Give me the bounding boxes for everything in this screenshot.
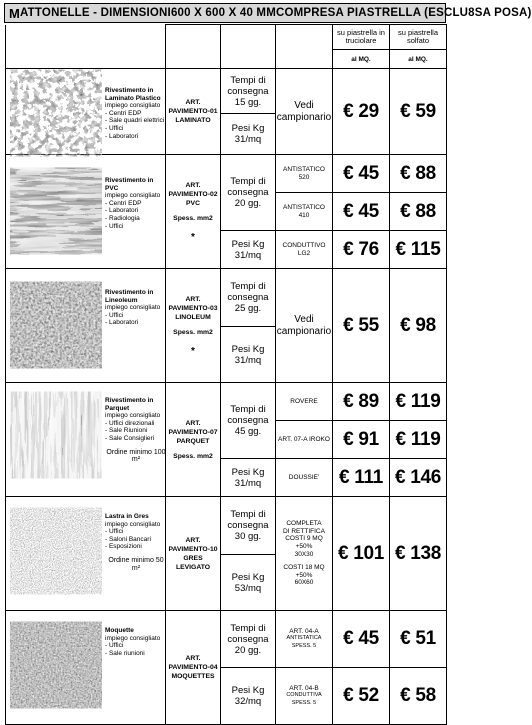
price-truciolare: € 101 — [333, 497, 390, 611]
product-cell-moquette — [6, 611, 166, 725]
article-code: ART. PAVIMENTO-03 LINOLEUM Spess. mm2 * — [166, 269, 221, 383]
product-description: Rivestimento in Lineoleum impiego consigliato - Uffici - Laboratori — [105, 289, 161, 327]
weight: Pesi Kg 31/mq — [221, 459, 276, 497]
price-truciolare: € 111 — [333, 459, 390, 497]
price-solfato: € 138 — [390, 497, 447, 611]
variant-label: ART. 07-A IROKO — [276, 421, 333, 459]
page-title: M ATTONELLE - DIMENSIONI 600 X 600 X 40 MM COMPRESA PIASTRELLA (ESCLU8SA POSA) — [4, 3, 446, 23]
laminate-swatch-image — [18, 77, 94, 149]
price-solfato: € 98 — [390, 269, 447, 383]
header-blank — [6, 25, 166, 69]
product-cell-linoleum — [6, 269, 166, 383]
product-description: Moquette impiego consigliato - Uffici - Sale riunioni — [105, 627, 161, 657]
delivery-time: Tempi di consegna 30 gg. — [221, 497, 276, 555]
header-blank — [166, 25, 221, 69]
product-description: Rivestimento in PVC impiego consigliato - Centri EDP - Laboratori - Radiologia - Uffici — [105, 177, 161, 230]
variant-label: ANTISTATICO 520 — [276, 155, 333, 193]
variant-label: CONDUTTIVO LG2 — [276, 231, 333, 269]
product-description: Rivestimento in Parquet impiego consigliato - Uffici direzionali - Sale Riunioni - Sale Consiglieri Ordine minimo 100 m² — [105, 397, 166, 464]
price-solfato: € 88 — [390, 193, 447, 231]
variant-label: ART. 04-A ANTISTATICA SPESS. 5 — [276, 611, 333, 668]
price-solfato: € 88 — [390, 155, 447, 193]
weight: Pesi Kg 53/mq — [221, 555, 276, 611]
delivery-time: Tempi di consegna 45 gg. — [221, 383, 276, 459]
article-code: ART. PAVIMENTO-07 PARQUET Spess. mm2 — [166, 383, 221, 497]
article-code: ART. PAVIMENTO-10 GRES LEVIGATO — [166, 497, 221, 611]
price-solfato: € 58 — [390, 668, 447, 725]
variant-label: ANTISTATICO 410 — [276, 193, 333, 231]
delivery-time: Tempi di consegna 20 gg. — [221, 155, 276, 231]
article-code: ART. PAVIMENTO-01 LAMINATO — [166, 69, 221, 155]
price-truciolare: € 52 — [333, 668, 390, 725]
delivery-time: Tempi di consegna 25 gg. — [221, 269, 276, 327]
header-solfato: su piastrella solfato — [390, 25, 447, 50]
header-al-mq: al MQ. — [333, 50, 390, 69]
variant-label: COMPLETA DI RETTIFICA COSTI 9 MQ +50% 30X30 COSTI 18 MQ +50% 60X60 — [276, 497, 333, 611]
product-description: Rivestimento in Laminato Plastico impiego consigliato - Centri EDP - Sale quadri elettrici - Uffici - Laboratori — [105, 87, 165, 140]
price-truciolare: € 45 — [333, 611, 390, 668]
price-truciolare: € 55 — [333, 269, 390, 383]
price-truciolare: € 45 — [333, 155, 390, 193]
weight: Pesi Kg 31/mq — [221, 327, 276, 383]
product-cell-pvc — [6, 155, 166, 269]
weight: Pesi Kg 32/mq — [221, 668, 276, 725]
article-code: ART. PAVIMENTO-04 MOQUETTES — [166, 611, 221, 725]
price-truciolare: € 45 — [333, 193, 390, 231]
linoleum-swatch-image — [18, 289, 94, 361]
variant-label: ROVERE — [276, 383, 333, 421]
price-solfato: € 115 — [390, 231, 447, 269]
parquet-swatch-image — [18, 399, 94, 471]
price-truciolare: € 76 — [333, 231, 390, 269]
product-cell-gres — [6, 497, 166, 611]
price-truciolare: € 91 — [333, 421, 390, 459]
price-truciolare: € 29 — [333, 69, 390, 155]
product-description: Lastra in Gres impiego consigliato - Uffici - Saloni Bancari - Esposizioni Ordine minimo 50 m² — [105, 513, 164, 572]
delivery-time: Tempi di consegna 15 gg. — [221, 69, 276, 114]
price-truciolare: € 89 — [333, 383, 390, 421]
price-table — [5, 24, 447, 725]
product-cell-laminato — [6, 69, 166, 155]
variant-label: Vedi campionario — [276, 269, 333, 383]
weight: Pesi Kg 31/mq — [221, 231, 276, 269]
article-code: ART. PAVIMENTO-02 PVC Spess. mm2 * — [166, 155, 221, 269]
header-blank — [221, 25, 276, 69]
header-blank — [276, 25, 333, 69]
variant-label: DOUSSIE' — [276, 459, 333, 497]
product-cell-parquet — [6, 383, 166, 497]
price-solfato: € 51 — [390, 611, 447, 668]
price-solfato: € 59 — [390, 69, 447, 155]
pvc-swatch-image — [18, 175, 94, 247]
gres-swatch-image — [18, 515, 94, 587]
price-solfato: € 146 — [390, 459, 447, 497]
price-solfato: € 119 — [390, 421, 447, 459]
weight: Pesi Kg 31/mq — [221, 114, 276, 155]
header-truciolare: su piastrella in truciolare — [333, 25, 390, 50]
moquette-swatch-image — [18, 629, 94, 701]
delivery-time: Tempi di consegna 20 gg. — [221, 611, 276, 668]
variant-label: ART. 04-B CONDUTTIVA SPESS. 5 — [276, 668, 333, 725]
price-solfato: € 119 — [390, 383, 447, 421]
variant-label: Vedi campionario — [276, 69, 333, 155]
header-al-mq: al MQ. — [390, 50, 447, 69]
